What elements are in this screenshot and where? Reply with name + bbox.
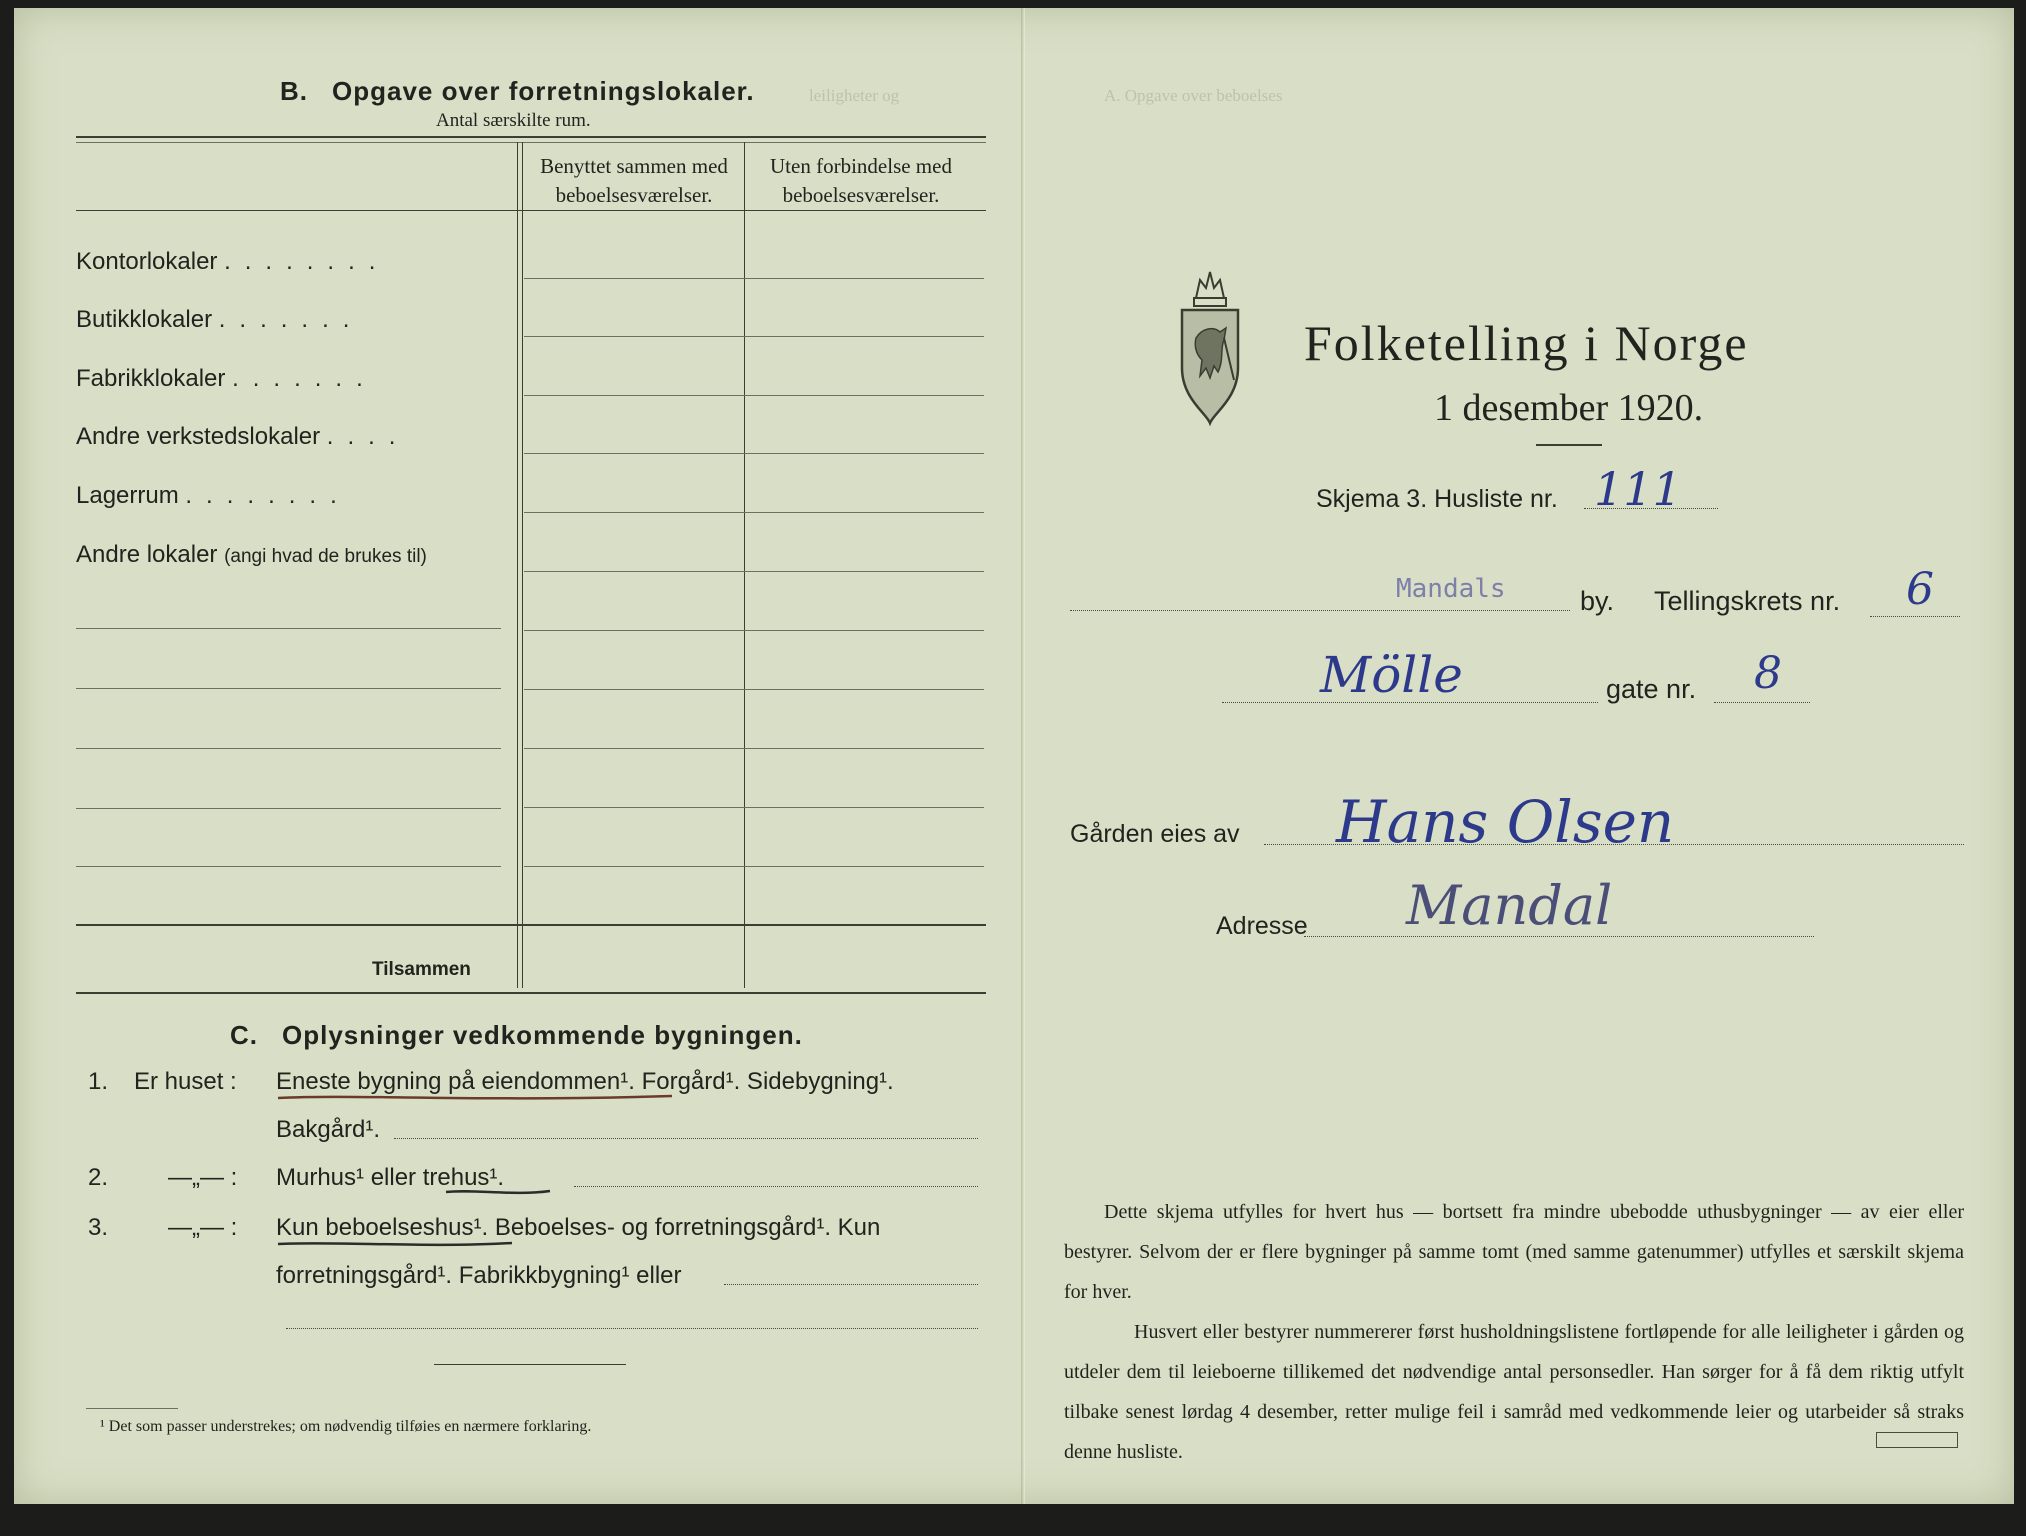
item-3-options-2: forretningsgård¹. Fabrikkbygning¹ eller (276, 1262, 682, 1289)
blank-entry-line (76, 748, 501, 749)
row-butikklokaler: Butikklokaler ....... (76, 306, 364, 333)
by-stamp: Mandals (1396, 574, 1506, 604)
form-title: Folketelling i Norge (1304, 315, 1749, 371)
table-row-line (524, 807, 984, 808)
by-label: by. (1580, 586, 1615, 616)
gate-name-value[interactable]: Mölle (1320, 646, 1463, 704)
table-total-rule (76, 924, 986, 926)
adresse-label: Adresse (1216, 912, 1308, 940)
item-2-number: 2. (88, 1164, 109, 1191)
row-kontorlokaler: Kontorlokaler ........ (76, 248, 390, 275)
table-top-rule-2 (76, 142, 986, 143)
item-2-fill-line (574, 1186, 978, 1187)
item-1-options-2: Bakgård¹. (276, 1116, 381, 1143)
by-line (1070, 610, 1570, 611)
table-row-line (524, 748, 984, 749)
title-short-rule (1536, 444, 1602, 446)
col-header-without-dwelling: Uten forbindelse med beboelsesværelser. (770, 154, 952, 207)
table-col-divider-1b (522, 142, 523, 988)
underline-trehus (444, 1186, 554, 1200)
item-3-fill-line (724, 1284, 978, 1285)
gate-label: gate nr. (1606, 674, 1697, 704)
skjema-label: Skjema 3. Husliste nr. (1316, 485, 1558, 513)
section-b-subtitle: Antal særskilte rum. (436, 110, 591, 131)
husliste-nr-value[interactable]: 111 (1594, 462, 1682, 516)
husliste-nr-line (1584, 508, 1718, 509)
table-row-line (524, 866, 984, 867)
total-label: Tilsammen (372, 959, 471, 980)
table-row-line (524, 395, 984, 396)
blank-entry-line (76, 866, 501, 867)
row-andre-lokaler: Andre lokaler (angi hvad de brukes til) (76, 541, 427, 568)
item-3-fill-line-2 (286, 1328, 978, 1329)
section-c-end-rule (434, 1364, 626, 1365)
col-header-with-dwelling: Benyttet sammen med beboelsesværelser. (540, 154, 728, 207)
section-b-title: Opgave over forretningslokaler. (332, 76, 755, 106)
tellingskrets-label: Tellingskrets nr. (1654, 586, 1841, 616)
eier-value[interactable]: Hans Olsen (1336, 788, 1675, 856)
item-1-lead: Er huset : (134, 1068, 237, 1095)
table-bottom-rule (76, 992, 986, 994)
table-row-line (524, 512, 984, 513)
bleed-through-text: A. Opgave over beboelses (1104, 86, 1283, 105)
table-row-line (524, 453, 984, 454)
printer-mark (1876, 1432, 1958, 1448)
form-date: 1 desember 1920. (1434, 387, 1704, 429)
eier-line (1264, 844, 1964, 845)
census-form-sheet (14, 8, 2014, 1504)
item-3-options: Kun beboelseshus¹. Beboelses- og forretningsgård¹. Kun (276, 1214, 881, 1241)
tellingskrets-line (1870, 616, 1960, 617)
section-c-title: Oplysninger vedkommende bygningen. (282, 1020, 803, 1050)
item-1-options: Eneste bygning på eiendommen¹. Forgård¹. Sidebygning¹. (276, 1068, 894, 1095)
item-2-lead: —„— : (168, 1164, 238, 1191)
bleed-through-text: leiligheter og (809, 86, 900, 105)
item-3-lead: —„— : (168, 1214, 238, 1241)
adresse-value[interactable]: Mandal (1406, 874, 1613, 937)
table-col-divider-2 (744, 142, 745, 988)
instructions-paragraph-1: Dette skjema utfylles for hvert hus — bortsett fra mindre ubebodde uthusbygninger — av eier eller bestyrer. Selvom der er flere bygninger på samme tomt (med samme gatenummer) utfylles et særskilt skjema for hver. (1064, 1201, 1964, 1303)
table-row-line (524, 278, 984, 279)
table-top-rule (76, 136, 986, 138)
gate-nr-line (1714, 702, 1810, 703)
gate-nr-value[interactable]: 8 (1754, 648, 1782, 699)
norway-coat-of-arms-icon (1174, 268, 1246, 428)
item-1-fill-line (394, 1138, 978, 1139)
table-row-line (524, 689, 984, 690)
section-b-letter: B. (280, 76, 308, 106)
footnote: ¹ Det som passer understrekes; om nødvendig tilføies en nærmere forklaring. (100, 1418, 592, 1435)
table-row-line (524, 571, 984, 572)
table-row-line (524, 630, 984, 631)
table-col-divider-1 (517, 142, 518, 988)
eier-label: Gården eies av (1070, 820, 1240, 848)
center-fold (1021, 8, 1025, 1504)
blank-entry-line (76, 688, 501, 689)
underline-kun-beboelseshus (276, 1238, 516, 1252)
section-c-letter: C. (230, 1020, 258, 1050)
footnote-rule (86, 1408, 178, 1409)
item-2-options: Murhus¹ eller trehus¹. (276, 1164, 505, 1191)
row-fabrikklokaler: Fabrikklokaler ....... (76, 365, 377, 392)
adresse-line (1304, 936, 1814, 937)
blank-entry-line (76, 808, 501, 809)
item-1-number: 1. (88, 1068, 109, 1095)
row-verkstedslokaler: Andre verkstedslokaler .... (76, 423, 410, 450)
blank-entry-line (76, 628, 501, 629)
underline-eneste-bygning (276, 1090, 676, 1106)
table-head-rule (76, 210, 986, 211)
row-lagerrum: Lagerrum ........ (76, 482, 351, 509)
gate-name-line (1222, 702, 1598, 703)
instructions-paragraph-2: Husvert eller bestyrer nummererer først husholdningslistene fortløpende for alle leiligheter i gården og utdeler dem til leieboerne tillikemed det nødvendige antal personsedler. Han sørger for å få dem riktig utfylt tilbake senest lørdag 4 desember, retter mulige feil i samråd med vedkommende leier og utarbeider så straks denne husliste. (1064, 1321, 1964, 1463)
tellingskrets-value[interactable]: 6 (1906, 564, 1934, 615)
table-row-line (524, 336, 984, 337)
item-3-number: 3. (88, 1214, 109, 1241)
